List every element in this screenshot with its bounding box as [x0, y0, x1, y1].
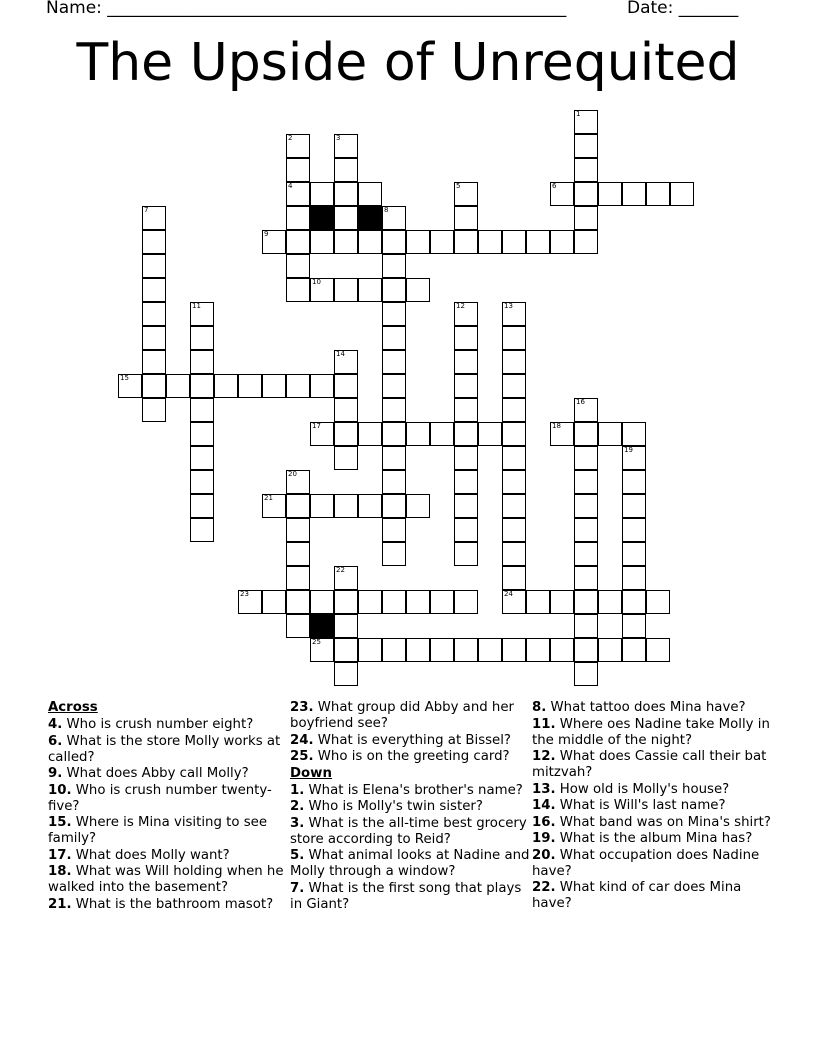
grid-cell[interactable] — [310, 638, 334, 662]
grid-cell[interactable] — [142, 398, 166, 422]
grid-cell[interactable] — [286, 470, 310, 494]
grid-cell[interactable] — [286, 374, 310, 398]
grid-cell[interactable] — [430, 638, 454, 662]
grid-cell[interactable] — [286, 182, 310, 206]
grid-cell[interactable] — [574, 206, 598, 230]
clue-column-3 — [532, 700, 772, 913]
clue-number-label: 21. — [48, 896, 72, 912]
grid-cell[interactable] — [382, 542, 406, 566]
grid-cell[interactable] — [406, 230, 430, 254]
grid-cell[interactable] — [622, 590, 646, 614]
grid-cell[interactable] — [646, 590, 670, 614]
grid-cell[interactable] — [502, 518, 526, 542]
grid-cell[interactable] — [406, 422, 430, 446]
clue-number: 7 — [144, 206, 149, 214]
grid-cell[interactable] — [502, 302, 526, 326]
clue-number-label: 7. — [290, 880, 305, 896]
grid-cell[interactable] — [166, 374, 190, 398]
grid-cell[interactable] — [358, 590, 382, 614]
grid-cell[interactable] — [454, 518, 478, 542]
name-field[interactable]: Name: ______________________________________________________ — [46, 0, 567, 18]
clue-number-label: 25. — [290, 749, 314, 764]
grid-cell[interactable] — [382, 422, 406, 446]
clue-text: What is the store Molly works at called? — [48, 733, 281, 765]
grid-cell[interactable] — [526, 590, 550, 614]
grid-cell[interactable] — [550, 230, 574, 254]
clue-text: What is the all-time best grocery store according to Reid? — [290, 815, 527, 847]
clue-number: 14 — [336, 350, 345, 358]
grid-cell[interactable] — [358, 182, 382, 206]
grid-cell[interactable] — [454, 446, 478, 470]
grid-cell[interactable] — [286, 158, 310, 182]
down-clue — [290, 799, 530, 815]
grid-cell[interactable] — [430, 590, 454, 614]
grid-cell[interactable] — [502, 590, 526, 614]
across-clue — [48, 815, 288, 847]
grid-cell[interactable] — [502, 326, 526, 350]
clue-number: 8 — [384, 206, 389, 214]
clue-text: What is the bathroom masot? — [71, 896, 274, 912]
clue-number-label: 24. — [290, 732, 314, 748]
clue-number-label: 23. — [290, 700, 314, 715]
clue-number: 2 — [288, 134, 293, 142]
clue-number: 15 — [120, 374, 129, 382]
grid-cell[interactable] — [622, 494, 646, 518]
clue-number-label: 19. — [532, 831, 556, 846]
across-heading: Across — [48, 700, 98, 715]
down-clue — [290, 783, 530, 799]
clue-number-label: 6. — [48, 733, 63, 749]
grid-cell[interactable] — [334, 614, 358, 638]
grid-cell[interactable] — [502, 566, 526, 590]
grid-cell[interactable] — [646, 638, 670, 662]
grid-cell[interactable] — [646, 182, 670, 206]
down-clue — [532, 831, 772, 847]
grid-cell[interactable] — [190, 494, 214, 518]
grid-cell[interactable] — [286, 278, 310, 302]
grid-cell[interactable] — [598, 590, 622, 614]
down-clue — [532, 848, 772, 880]
clue-number: 23 — [240, 590, 249, 598]
clue-number: 9 — [264, 230, 269, 238]
grid-cell[interactable] — [310, 182, 334, 206]
clue-number-label: 3. — [290, 815, 305, 831]
clue-text: What is the first song that plays in Giant? — [290, 880, 522, 912]
clue-number-label: 11. — [532, 716, 556, 732]
grid-cell[interactable] — [382, 374, 406, 398]
clue-number-label: 17. — [48, 847, 72, 863]
clue-text: What animal looks at Nadine and Molly through a window? — [290, 848, 530, 879]
grid-cell[interactable] — [622, 470, 646, 494]
grid-cell[interactable] — [406, 278, 430, 302]
clue-text: Where oes Nadine take Molly in the middle of the night? — [532, 716, 770, 748]
clue-number: 21 — [264, 494, 273, 502]
clue-number: 13 — [504, 302, 513, 310]
clue-number: 17 — [312, 422, 321, 430]
grid-cell[interactable] — [286, 230, 310, 254]
grid-cell[interactable] — [622, 638, 646, 662]
grid-cell[interactable] — [502, 422, 526, 446]
grid-cell[interactable] — [502, 446, 526, 470]
grid-cell[interactable] — [190, 470, 214, 494]
clue-number-label: 15. — [48, 815, 72, 830]
grid-cell[interactable] — [574, 638, 598, 662]
grid-cell[interactable] — [118, 374, 142, 398]
grid-cell[interactable] — [454, 302, 478, 326]
grid-cell[interactable] — [454, 230, 478, 254]
black-cell — [310, 206, 334, 230]
grid-cell[interactable] — [142, 350, 166, 374]
grid-cell[interactable] — [310, 494, 334, 518]
clue-number: 12 — [456, 302, 465, 310]
grid-cell[interactable] — [334, 494, 358, 518]
grid-cell[interactable] — [598, 638, 622, 662]
grid-cell[interactable] — [454, 350, 478, 374]
grid-cell[interactable] — [214, 374, 238, 398]
clue-column-1 — [48, 700, 288, 913]
down-clue — [532, 782, 772, 798]
grid-cell[interactable] — [310, 230, 334, 254]
clue-text: Who is Molly's twin sister? — [304, 799, 483, 814]
clue-text: How old is Molly's house? — [555, 781, 730, 797]
grid-cell[interactable] — [190, 446, 214, 470]
grid-cell[interactable] — [262, 590, 286, 614]
grid-cell[interactable] — [574, 182, 598, 206]
grid-cell[interactable] — [262, 374, 286, 398]
clue-number: 10 — [312, 278, 321, 286]
grid-cell[interactable] — [238, 590, 262, 614]
clue-number: 24 — [504, 590, 513, 598]
grid-cell[interactable] — [286, 134, 310, 158]
grid-cell[interactable] — [382, 350, 406, 374]
clue-text: Where is Mina visiting to see family? — [48, 815, 267, 846]
grid-cell[interactable] — [382, 206, 406, 230]
grid-cell[interactable] — [550, 182, 574, 206]
grid-cell[interactable] — [502, 350, 526, 374]
clue-number: 3 — [336, 134, 341, 142]
grid-cell[interactable] — [622, 542, 646, 566]
grid-cell[interactable] — [358, 278, 382, 302]
clue-text: What tattoo does Mina have? — [546, 700, 746, 715]
black-cell — [358, 206, 382, 230]
clue-number-label: 4. — [48, 717, 63, 732]
grid-cell[interactable] — [670, 182, 694, 206]
across-clue — [48, 864, 288, 896]
puzzle-title: The Upside of Unrequited — [76, 33, 740, 93]
grid-cell[interactable] — [334, 206, 358, 230]
grid-cell[interactable] — [382, 254, 406, 278]
down-clue — [290, 816, 530, 848]
down-heading: Down — [290, 765, 332, 781]
grid-cell[interactable] — [454, 638, 478, 662]
grid-cell[interactable] — [382, 302, 406, 326]
clue-number: 20 — [288, 470, 297, 478]
grid-cell[interactable] — [454, 182, 478, 206]
grid-cell[interactable] — [358, 494, 382, 518]
grid-cell[interactable] — [190, 518, 214, 542]
clue-number-label: 18. — [48, 864, 72, 879]
clue-number: 6 — [552, 182, 557, 190]
clue-text: Who is crush number eight? — [62, 717, 254, 732]
grid-cell[interactable] — [142, 326, 166, 350]
clue-number: 16 — [576, 398, 585, 406]
grid-cell[interactable] — [622, 518, 646, 542]
grid-cell[interactable] — [454, 206, 478, 230]
clue-number: 11 — [192, 302, 201, 310]
grid-cell[interactable] — [334, 278, 358, 302]
clue-text: What group did Abby and her boyfriend see? — [290, 700, 514, 731]
grid-cell[interactable] — [454, 422, 478, 446]
grid-cell[interactable] — [190, 350, 214, 374]
across-clue — [48, 766, 288, 782]
clue-number: 25 — [312, 638, 321, 646]
grid-cell[interactable] — [574, 614, 598, 638]
grid-cell[interactable] — [382, 326, 406, 350]
across-clue — [290, 700, 530, 732]
grid-cell[interactable] — [358, 230, 382, 254]
clue-column-2 — [290, 700, 530, 913]
clue-number: 1 — [576, 110, 581, 118]
grid-cell[interactable] — [478, 638, 502, 662]
grid-cell[interactable] — [310, 422, 334, 446]
grid-cell[interactable] — [142, 230, 166, 254]
grid-cell[interactable] — [574, 110, 598, 134]
grid-cell[interactable] — [190, 422, 214, 446]
grid-cell[interactable] — [286, 566, 310, 590]
grid-cell[interactable] — [622, 182, 646, 206]
grid-cell[interactable] — [550, 422, 574, 446]
grid-cell[interactable] — [382, 398, 406, 422]
clue-number: 5 — [456, 182, 461, 190]
clue-text: What does Abby call Molly? — [62, 766, 249, 781]
clue-number: 22 — [336, 566, 345, 574]
grid-cell[interactable] — [454, 470, 478, 494]
grid-cell[interactable] — [310, 278, 334, 302]
down-clue — [532, 798, 772, 814]
grid-cell[interactable] — [574, 566, 598, 590]
grid-cell[interactable] — [286, 494, 310, 518]
clue-text: What does Cassie call their bat mitzvah? — [532, 749, 767, 780]
grid-cell[interactable] — [406, 590, 430, 614]
clue-number-label: 20. — [532, 847, 556, 863]
grid-cell[interactable] — [382, 518, 406, 542]
clue-number-label: 9. — [48, 766, 63, 781]
grid-cell[interactable] — [574, 398, 598, 422]
grid-cell[interactable] — [502, 638, 526, 662]
grid-cell[interactable] — [334, 638, 358, 662]
grid-cell[interactable] — [502, 494, 526, 518]
down-clue — [290, 881, 530, 913]
grid-cell[interactable] — [382, 278, 406, 302]
grid-cell[interactable] — [574, 470, 598, 494]
grid-cell[interactable] — [454, 494, 478, 518]
down-clue — [290, 848, 530, 880]
grid-cell[interactable] — [526, 230, 550, 254]
grid-cell[interactable] — [286, 206, 310, 230]
grid-cell[interactable] — [478, 422, 502, 446]
grid-cell[interactable] — [406, 494, 430, 518]
clue-number-label: 12. — [532, 749, 556, 764]
grid-cell[interactable] — [622, 566, 646, 590]
grid-cell[interactable] — [190, 398, 214, 422]
grid-cell[interactable] — [502, 398, 526, 422]
down-clue — [532, 880, 772, 912]
grid-cell[interactable] — [286, 614, 310, 638]
grid-cell[interactable] — [478, 230, 502, 254]
grid-cell[interactable] — [454, 374, 478, 398]
grid-cell[interactable] — [310, 590, 334, 614]
grid-cell[interactable] — [502, 470, 526, 494]
grid-cell[interactable] — [454, 398, 478, 422]
grid-cell[interactable] — [502, 230, 526, 254]
across-clue — [48, 734, 288, 766]
grid-cell[interactable] — [334, 134, 358, 158]
grid-cell[interactable] — [334, 230, 358, 254]
grid-cell[interactable] — [334, 590, 358, 614]
grid-cell[interactable] — [334, 374, 358, 398]
clue-text: Who is on the greeting card? — [313, 749, 510, 764]
grid-cell[interactable] — [238, 374, 262, 398]
grid-cell[interactable] — [430, 230, 454, 254]
grid-cell[interactable] — [622, 614, 646, 638]
grid-cell[interactable] — [574, 494, 598, 518]
grid-cell[interactable] — [454, 326, 478, 350]
grid-cell[interactable] — [382, 470, 406, 494]
grid-cell[interactable] — [262, 230, 286, 254]
grid-cell[interactable] — [358, 422, 382, 446]
date-field[interactable]: Date: _______ — [627, 0, 739, 18]
clue-number: 4 — [288, 182, 293, 190]
grid-cell[interactable] — [550, 638, 574, 662]
grid-cell[interactable] — [334, 422, 358, 446]
clue-number-label: 16. — [532, 814, 556, 830]
grid-cell[interactable] — [334, 446, 358, 470]
clue-number: 18 — [552, 422, 561, 430]
grid-cell[interactable] — [334, 158, 358, 182]
grid-cell[interactable] — [262, 494, 286, 518]
grid-cell[interactable] — [574, 590, 598, 614]
clue-text: What is Elena's brother's name? — [304, 782, 523, 798]
grid-cell[interactable] — [334, 182, 358, 206]
grid-cell[interactable] — [574, 662, 598, 686]
grid-cell[interactable] — [526, 638, 550, 662]
clue-number-label: 2. — [290, 799, 305, 814]
grid-cell[interactable] — [334, 566, 358, 590]
clue-number-label: 22. — [532, 880, 556, 895]
across-clue — [48, 717, 288, 733]
clue-number: 19 — [624, 446, 633, 454]
down-clue — [532, 717, 772, 749]
clue-text: What does Molly want? — [71, 847, 230, 863]
down-clue — [532, 815, 772, 831]
grid-cell[interactable] — [574, 422, 598, 446]
grid-cell[interactable] — [382, 590, 406, 614]
across-clue — [48, 848, 288, 864]
clue-number-label: 5. — [290, 848, 305, 863]
across-clue — [48, 897, 288, 913]
grid-cell[interactable] — [598, 422, 622, 446]
grid-cell[interactable] — [502, 542, 526, 566]
grid-cell[interactable] — [142, 278, 166, 302]
clue-text: What kind of car does Mina have? — [532, 880, 742, 911]
clue-number-label: 8. — [532, 700, 547, 715]
clue-text: What is Will's last name? — [555, 798, 726, 813]
grid-cell[interactable] — [334, 350, 358, 374]
across-clue — [290, 749, 530, 765]
grid-cell[interactable] — [142, 302, 166, 326]
grid-cell[interactable] — [574, 542, 598, 566]
grid-cell[interactable] — [142, 374, 166, 398]
grid-cell[interactable] — [286, 518, 310, 542]
grid-cell[interactable] — [190, 326, 214, 350]
clue-text: What occupation does Nadine have? — [532, 847, 760, 879]
clue-text: What is everything at Bissel? — [313, 732, 511, 748]
grid-cell[interactable] — [190, 374, 214, 398]
across-clue — [48, 783, 288, 815]
clue-number-label: 14. — [532, 798, 556, 813]
clue-text: Who is crush number twenty-five? — [48, 782, 272, 814]
grid-cell[interactable] — [310, 374, 334, 398]
grid-cell[interactable] — [430, 422, 454, 446]
grid-cell[interactable] — [574, 158, 598, 182]
grid-cell[interactable] — [142, 254, 166, 278]
down-clue — [532, 700, 772, 716]
grid-cell[interactable] — [286, 542, 310, 566]
grid-cell[interactable] — [454, 590, 478, 614]
clue-text: What was Will holding when he walked into the basement? — [48, 864, 284, 895]
grid-cell[interactable] — [334, 398, 358, 422]
clue-number-label: 10. — [48, 782, 72, 798]
grid-cell[interactable] — [622, 446, 646, 470]
grid-cell[interactable] — [286, 590, 310, 614]
grid-cell[interactable] — [550, 590, 574, 614]
grid-cell[interactable] — [190, 302, 214, 326]
clue-number-label: 1. — [290, 782, 305, 798]
grid-cell[interactable] — [574, 230, 598, 254]
grid-cell[interactable] — [382, 494, 406, 518]
black-cell — [310, 614, 334, 638]
grid-cell[interactable] — [382, 446, 406, 470]
grid-cell[interactable] — [574, 134, 598, 158]
clue-number-label: 13. — [532, 781, 556, 797]
across-clue — [290, 733, 530, 749]
grid-cell[interactable] — [574, 518, 598, 542]
grid-cell[interactable] — [406, 638, 430, 662]
clue-text: What is the album Mina has? — [555, 831, 753, 846]
grid-cell[interactable] — [286, 254, 310, 278]
grid-cell[interactable] — [598, 182, 622, 206]
grid-cell[interactable] — [622, 422, 646, 446]
grid-cell[interactable] — [358, 638, 382, 662]
grid-cell[interactable] — [334, 662, 358, 686]
grid-cell[interactable] — [382, 638, 406, 662]
grid-cell[interactable] — [574, 446, 598, 470]
clue-text: What band was on Mina's shirt? — [555, 814, 771, 830]
grid-cell[interactable] — [382, 230, 406, 254]
down-clue — [532, 749, 772, 781]
grid-cell[interactable] — [502, 374, 526, 398]
grid-cell[interactable] — [142, 206, 166, 230]
grid-cell[interactable] — [454, 542, 478, 566]
